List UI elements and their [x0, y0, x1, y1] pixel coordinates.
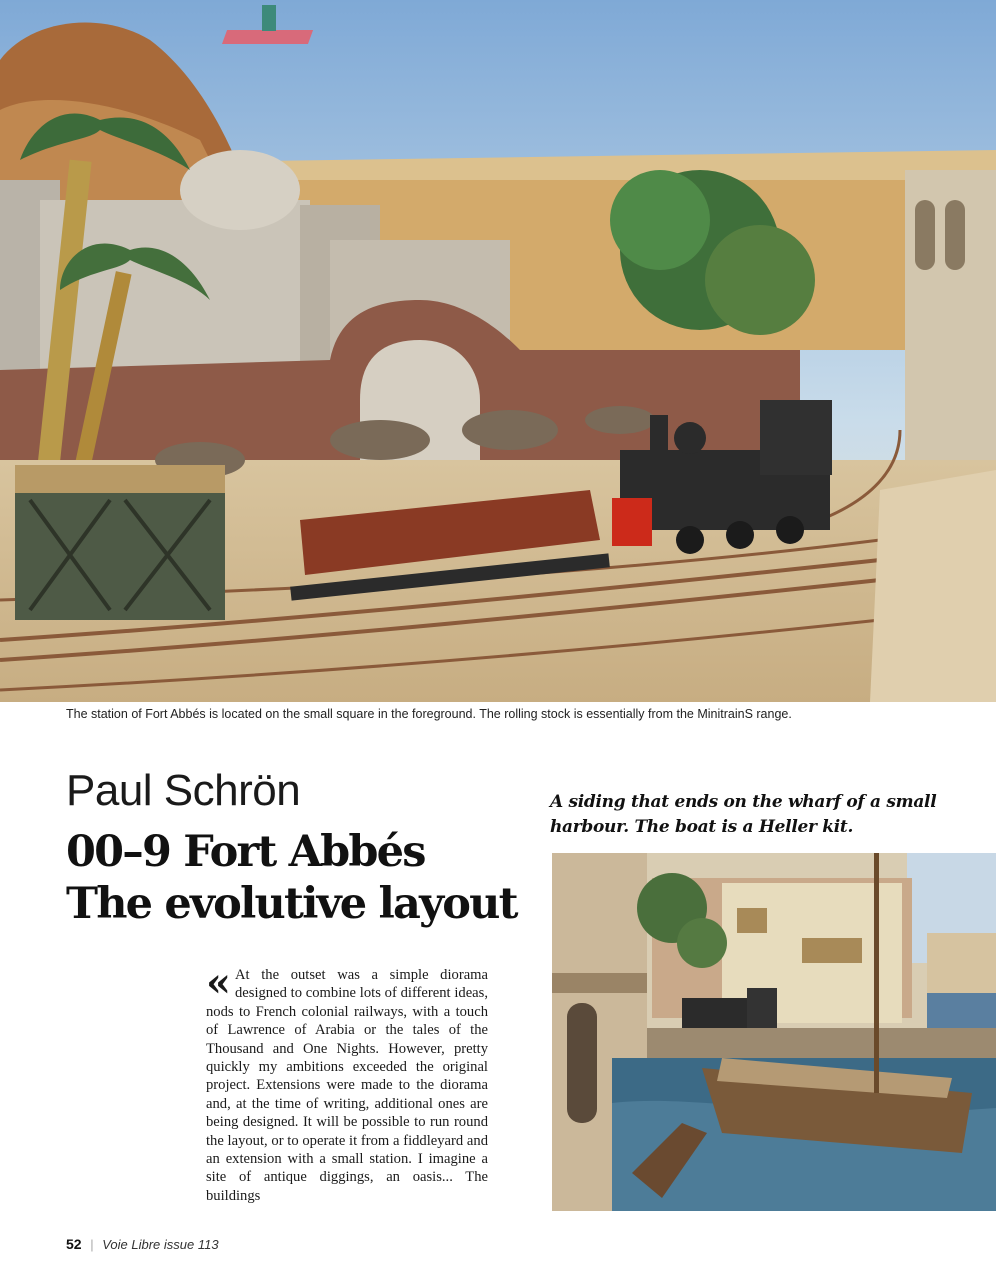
article-body-text: At the outset was a simple diorama designed to combine lots of different ideas, nods to French colonial railways, with a touch of Lawrence of Arabia or the tales of the Thousand and One Nights. However, pretty quickly my ambitions exceeded the original project. Extensions were made to the diorama and, at the time of writing, additional ones are being designed. It will be possible to run round the layout, or to operate it from a fiddleyard and an extension with a small station. I imagine a site of antique diggings, an oasis... The buildings: [206, 967, 488, 1204]
article-title-line-2: The evolutive layout: [66, 879, 517, 929]
page-number: 52: [66, 1236, 82, 1252]
side-photo: [552, 853, 996, 1211]
hero-photo-caption: The station of Fort Abbés is located on the small square in the foreground. The rolling stock is essentially from the MinitrainS range.: [66, 707, 792, 721]
opening-quote-mark: «: [206, 959, 231, 1006]
article-title: [66, 826, 546, 930]
article-title-line-1: 00–9 Fort Abbés: [66, 827, 425, 877]
side-photo-caption: A siding that ends on the wharf of a small harbour. The boat is a Heller kit.: [550, 792, 937, 837]
harbour-photo-icon: [552, 853, 996, 1211]
magazine-issue: Voie Libre issue 113: [102, 1237, 219, 1252]
article-author: Paul Schrön: [66, 766, 301, 815]
footer-separator: |: [90, 1237, 94, 1252]
article-body: [206, 959, 488, 1205]
page-footer: [66, 1236, 219, 1252]
